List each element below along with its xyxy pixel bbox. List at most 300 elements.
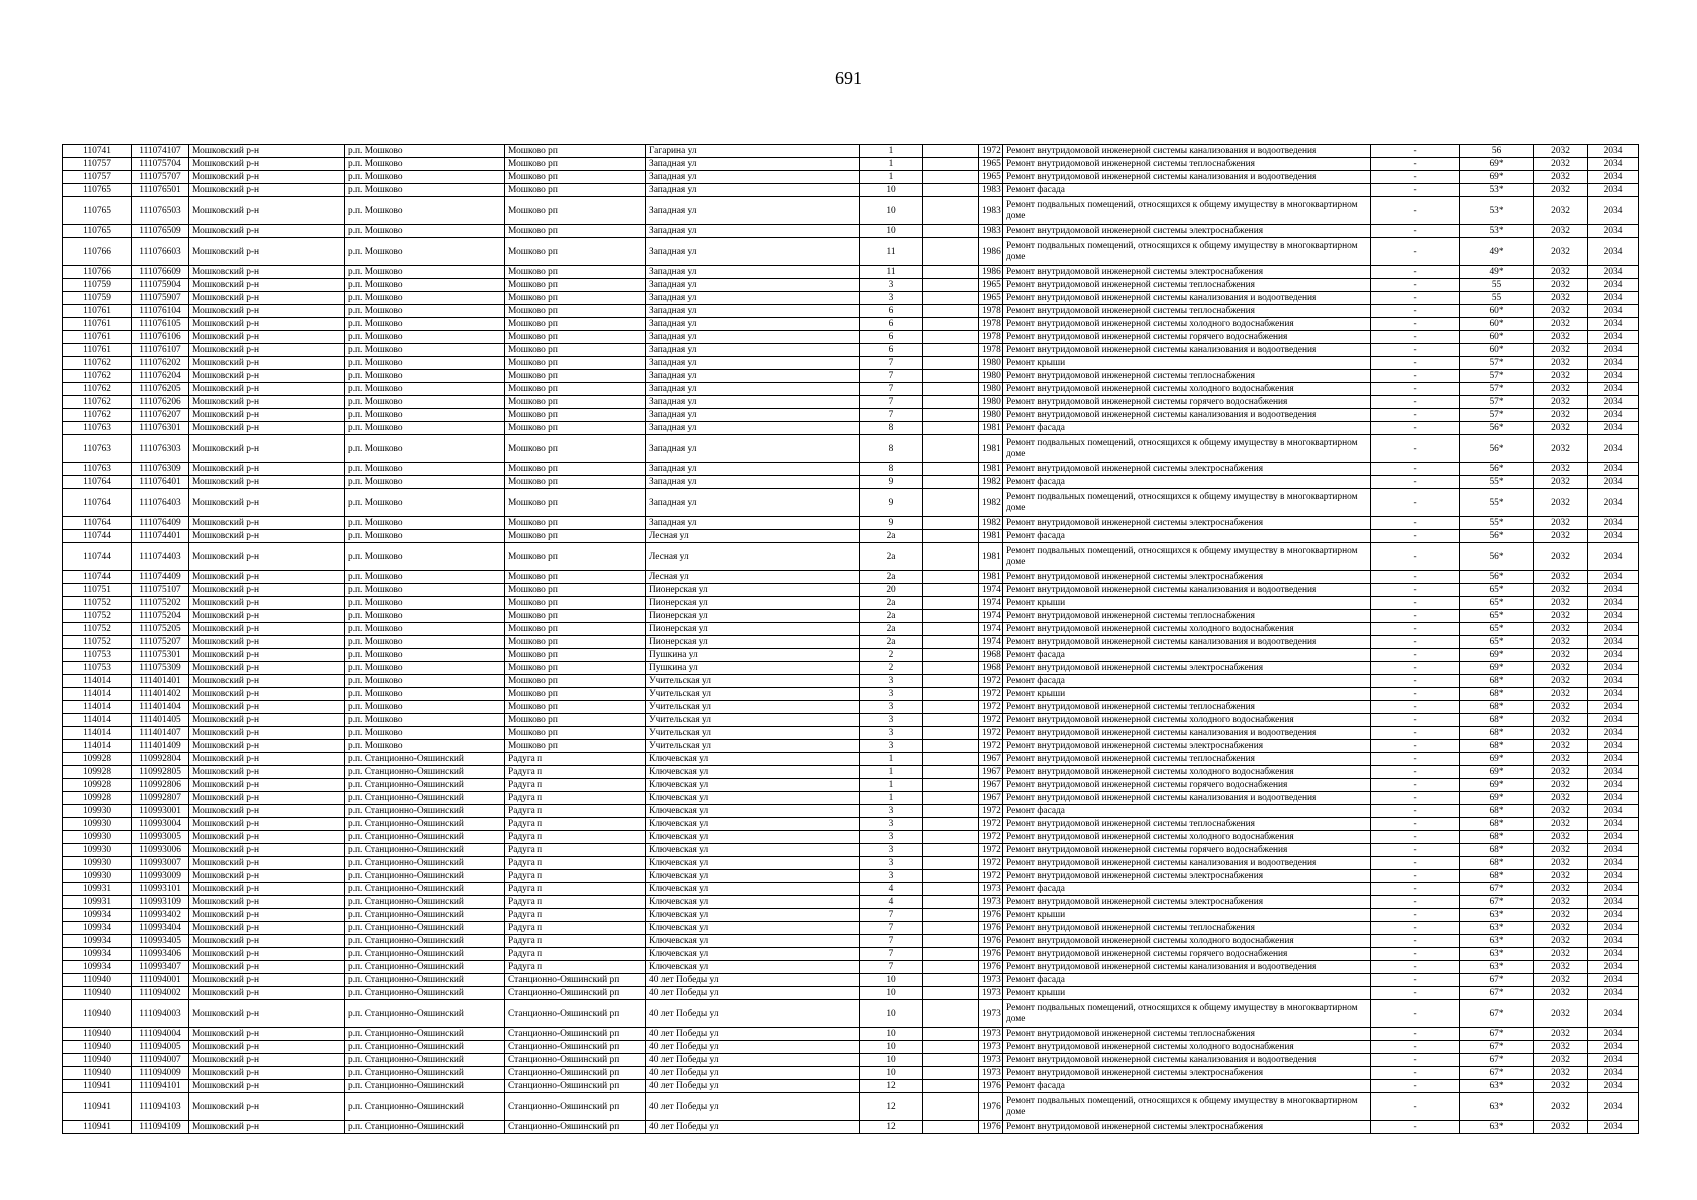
cost-cell: - — [1371, 1093, 1460, 1121]
wear-percent-cell: 67* — [1460, 1041, 1534, 1054]
locality-cell: Мошково рп — [505, 597, 646, 610]
plan-end-cell: 2034 — [1588, 909, 1639, 922]
work-id-cell: 111401402 — [132, 688, 189, 701]
house-id-cell: 110763 — [63, 422, 132, 435]
table-row — [63, 935, 1639, 948]
work-id-cell: 110993109 — [132, 896, 189, 909]
work-id-cell: 111075309 — [132, 662, 189, 675]
building-cell — [923, 857, 979, 870]
building-cell — [923, 987, 979, 1000]
settlement-cell: р.п. Мошково — [345, 305, 505, 318]
street-cell: Западная ул — [646, 383, 860, 396]
house-id-cell: 110940 — [63, 987, 132, 1000]
house-number-cell: 8 — [860, 422, 923, 435]
building-cell — [923, 1054, 979, 1067]
table-row — [63, 305, 1639, 318]
cost-cell: - — [1371, 935, 1460, 948]
settlement-cell: р.п. Мошково — [345, 571, 505, 584]
building-cell — [923, 831, 979, 844]
wear-percent-cell: 69* — [1460, 792, 1534, 805]
plan-start-cell: 2032 — [1534, 292, 1588, 305]
building-cell — [923, 517, 979, 530]
table-row — [63, 623, 1639, 636]
building-cell — [923, 305, 979, 318]
table-row — [63, 1067, 1639, 1080]
district-cell: Мошковский р-н — [189, 896, 345, 909]
wear-percent-cell: 56* — [1460, 435, 1534, 463]
settlement-cell: р.п. Станционно-Ояшинский — [345, 766, 505, 779]
plan-start-cell: 2032 — [1534, 571, 1588, 584]
plan-end-cell: 2034 — [1588, 844, 1639, 857]
repair-schedule-table — [62, 144, 1639, 1134]
house-number-cell: 1 — [860, 792, 923, 805]
work-id-cell: 111075707 — [132, 171, 189, 184]
house-number-cell: 1 — [860, 171, 923, 184]
house-number-cell: 8 — [860, 435, 923, 463]
house-number-cell: 3 — [860, 844, 923, 857]
district-cell: Мошковский р-н — [189, 857, 345, 870]
table-row — [63, 870, 1639, 883]
district-cell: Мошковский р-н — [189, 675, 345, 688]
house-number-cell: 2а — [860, 597, 923, 610]
table-row — [63, 649, 1639, 662]
house-number-cell: 10 — [860, 197, 923, 225]
house-id-cell: 110762 — [63, 409, 132, 422]
wear-percent-cell: 68* — [1460, 688, 1534, 701]
work-type-cell: Ремонт внутридомовой инженерной системы холодного водоснабжения — [1003, 714, 1371, 727]
work-type-cell: Ремонт подвальных помещений, относящихся к общему имуществу в многоквартирном доме — [1003, 543, 1371, 571]
street-cell: Лесная ул — [646, 571, 860, 584]
house-number-cell: 2а — [860, 636, 923, 649]
work-id-cell: 110993001 — [132, 805, 189, 818]
street-cell: Ключевская ул — [646, 779, 860, 792]
cost-cell: - — [1371, 331, 1460, 344]
plan-start-cell: 2032 — [1534, 935, 1588, 948]
work-type-cell: Ремонт внутридомовой инженерной системы холодного водоснабжения — [1003, 766, 1371, 779]
district-cell: Мошковский р-н — [189, 740, 345, 753]
locality-cell: Станционно-Ояшинский рп — [505, 1067, 646, 1080]
district-cell: Мошковский р-н — [189, 649, 345, 662]
wear-percent-cell: 69* — [1460, 766, 1534, 779]
street-cell: Ключевская ул — [646, 909, 860, 922]
locality-cell: Мошково рп — [505, 370, 646, 383]
year-built-cell: 1967 — [979, 779, 1003, 792]
street-cell: 40 лет Победы ул — [646, 1067, 860, 1080]
district-cell: Мошковский р-н — [189, 422, 345, 435]
street-cell: Западная ул — [646, 517, 860, 530]
locality-cell: Мошково рп — [505, 571, 646, 584]
plan-start-cell: 2032 — [1534, 1028, 1588, 1041]
district-cell: Мошковский р-н — [189, 571, 345, 584]
house-id-cell: 110761 — [63, 318, 132, 331]
house-id-cell: 109930 — [63, 805, 132, 818]
year-built-cell: 1978 — [979, 344, 1003, 357]
house-number-cell: 10 — [860, 1054, 923, 1067]
table-row — [63, 896, 1639, 909]
settlement-cell: р.п. Мошково — [345, 197, 505, 225]
work-id-cell: 111075202 — [132, 597, 189, 610]
cost-cell: - — [1371, 818, 1460, 831]
table-row — [63, 145, 1639, 158]
locality-cell: Мошково рп — [505, 530, 646, 543]
year-built-cell: 1978 — [979, 331, 1003, 344]
year-built-cell: 1974 — [979, 597, 1003, 610]
cost-cell: - — [1371, 422, 1460, 435]
locality-cell: Радуга п — [505, 766, 646, 779]
work-id-cell: 111076206 — [132, 396, 189, 409]
work-id-cell: 111076503 — [132, 197, 189, 225]
house-id-cell: 109930 — [63, 818, 132, 831]
cost-cell: - — [1371, 675, 1460, 688]
work-id-cell: 111401407 — [132, 727, 189, 740]
year-built-cell: 1972 — [979, 870, 1003, 883]
street-cell: Пионерская ул — [646, 610, 860, 623]
year-built-cell: 1980 — [979, 383, 1003, 396]
work-type-cell: Ремонт внутридомовой инженерной системы электроснабжения — [1003, 870, 1371, 883]
locality-cell: Мошково рп — [505, 701, 646, 714]
plan-start-cell: 2032 — [1534, 318, 1588, 331]
plan-end-cell: 2034 — [1588, 1041, 1639, 1054]
wear-percent-cell: 56* — [1460, 571, 1534, 584]
plan-start-cell: 2032 — [1534, 831, 1588, 844]
district-cell: Мошковский р-н — [189, 1028, 345, 1041]
settlement-cell: р.п. Мошково — [345, 463, 505, 476]
work-type-cell: Ремонт внутридомовой инженерной системы канализования и водоотведения — [1003, 857, 1371, 870]
district-cell: Мошковский р-н — [189, 158, 345, 171]
district-cell: Мошковский р-н — [189, 961, 345, 974]
building-cell — [923, 292, 979, 305]
street-cell: Гагарина ул — [646, 145, 860, 158]
locality-cell: Мошково рп — [505, 266, 646, 279]
district-cell: Мошковский р-н — [189, 370, 345, 383]
year-built-cell: 1973 — [979, 1054, 1003, 1067]
plan-end-cell: 2034 — [1588, 489, 1639, 517]
work-type-cell: Ремонт внутридомовой инженерной системы канализования и водоотведения — [1003, 727, 1371, 740]
year-built-cell: 1981 — [979, 422, 1003, 435]
year-built-cell: 1981 — [979, 435, 1003, 463]
house-number-cell: 3 — [860, 714, 923, 727]
street-cell: 40 лет Победы ул — [646, 1054, 860, 1067]
work-id-cell: 111074403 — [132, 543, 189, 571]
work-id-cell: 111094005 — [132, 1041, 189, 1054]
plan-start-cell: 2032 — [1534, 517, 1588, 530]
cost-cell: - — [1371, 779, 1460, 792]
cost-cell: - — [1371, 435, 1460, 463]
house-id-cell: 109934 — [63, 961, 132, 974]
plan-start-cell: 2032 — [1534, 805, 1588, 818]
settlement-cell: р.п. Станционно-Ояшинский — [345, 883, 505, 896]
table-row — [63, 435, 1639, 463]
district-cell: Мошковский р-н — [189, 517, 345, 530]
locality-cell: Мошково рп — [505, 225, 646, 238]
work-type-cell: Ремонт внутридомовой инженерной системы горячего водоснабжения — [1003, 396, 1371, 409]
plan-end-cell: 2034 — [1588, 792, 1639, 805]
house-number-cell: 3 — [860, 701, 923, 714]
street-cell: Ключевская ул — [646, 961, 860, 974]
work-type-cell: Ремонт внутридомовой инженерной системы электроснабжения — [1003, 266, 1371, 279]
wear-percent-cell: 67* — [1460, 987, 1534, 1000]
year-built-cell: 1972 — [979, 145, 1003, 158]
district-cell: Мошковский р-н — [189, 225, 345, 238]
house-number-cell: 7 — [860, 935, 923, 948]
street-cell: Западная ул — [646, 184, 860, 197]
year-built-cell: 1973 — [979, 1041, 1003, 1054]
year-built-cell: 1972 — [979, 727, 1003, 740]
work-id-cell: 110992805 — [132, 766, 189, 779]
building-cell — [923, 318, 979, 331]
wear-percent-cell: 63* — [1460, 909, 1534, 922]
settlement-cell: р.п. Мошково — [345, 530, 505, 543]
settlement-cell: р.п. Станционно-Ояшинский — [345, 948, 505, 961]
plan-end-cell: 2034 — [1588, 225, 1639, 238]
plan-start-cell: 2032 — [1534, 435, 1588, 463]
street-cell: Ключевская ул — [646, 857, 860, 870]
work-type-cell: Ремонт крыши — [1003, 688, 1371, 701]
table-row — [63, 1054, 1639, 1067]
building-cell — [923, 896, 979, 909]
plan-end-cell: 2034 — [1588, 922, 1639, 935]
locality-cell: Радуга п — [505, 753, 646, 766]
table-row — [63, 818, 1639, 831]
settlement-cell: р.п. Станционно-Ояшинский — [345, 961, 505, 974]
year-built-cell: 1972 — [979, 714, 1003, 727]
plan-start-cell: 2032 — [1534, 727, 1588, 740]
house-number-cell: 7 — [860, 396, 923, 409]
plan-start-cell: 2032 — [1534, 961, 1588, 974]
plan-start-cell: 2032 — [1534, 818, 1588, 831]
wear-percent-cell: 68* — [1460, 831, 1534, 844]
locality-cell: Станционно-Ояшинский рп — [505, 1093, 646, 1121]
locality-cell: Мошково рп — [505, 636, 646, 649]
house-number-cell: 11 — [860, 266, 923, 279]
district-cell: Мошковский р-н — [189, 1000, 345, 1028]
house-number-cell: 3 — [860, 740, 923, 753]
year-built-cell: 1976 — [979, 909, 1003, 922]
house-id-cell: 110940 — [63, 974, 132, 987]
house-id-cell: 109934 — [63, 922, 132, 935]
table-row — [63, 766, 1639, 779]
building-cell — [923, 489, 979, 517]
plan-start-cell: 2032 — [1534, 857, 1588, 870]
locality-cell: Радуга п — [505, 805, 646, 818]
plan-end-cell: 2034 — [1588, 987, 1639, 1000]
locality-cell: Станционно-Ояшинский рп — [505, 1080, 646, 1093]
district-cell: Мошковский р-н — [189, 463, 345, 476]
district-cell: Мошковский р-н — [189, 145, 345, 158]
plan-start-cell: 2032 — [1534, 331, 1588, 344]
locality-cell: Мошково рп — [505, 610, 646, 623]
building-cell — [923, 279, 979, 292]
street-cell: 40 лет Победы ул — [646, 974, 860, 987]
work-type-cell: Ремонт фасада — [1003, 422, 1371, 435]
district-cell: Мошковский р-н — [189, 727, 345, 740]
work-type-cell: Ремонт внутридомовой инженерной системы электроснабжения — [1003, 571, 1371, 584]
table-row — [63, 476, 1639, 489]
house-id-cell: 110762 — [63, 370, 132, 383]
building-cell — [923, 543, 979, 571]
work-id-cell: 110993005 — [132, 831, 189, 844]
district-cell: Мошковский р-н — [189, 1041, 345, 1054]
work-type-cell: Ремонт внутридомовой инженерной системы канализования и водоотведения — [1003, 584, 1371, 597]
house-id-cell: 110744 — [63, 571, 132, 584]
house-id-cell: 110761 — [63, 331, 132, 344]
wear-percent-cell: 67* — [1460, 1000, 1534, 1028]
work-id-cell: 110993405 — [132, 935, 189, 948]
settlement-cell: р.п. Станционно-Ояшинский — [345, 805, 505, 818]
wear-percent-cell: 69* — [1460, 779, 1534, 792]
settlement-cell: р.п. Мошково — [345, 662, 505, 675]
locality-cell: Мошково рп — [505, 344, 646, 357]
settlement-cell: р.п. Мошково — [345, 225, 505, 238]
locality-cell: Мошково рп — [505, 238, 646, 266]
locality-cell: Радуга п — [505, 922, 646, 935]
house-id-cell: 110765 — [63, 225, 132, 238]
work-id-cell: 110992804 — [132, 753, 189, 766]
house-number-cell: 3 — [860, 805, 923, 818]
locality-cell: Станционно-Ояшинский рп — [505, 1000, 646, 1028]
locality-cell: Радуга п — [505, 779, 646, 792]
work-type-cell: Ремонт крыши — [1003, 357, 1371, 370]
plan-end-cell: 2034 — [1588, 805, 1639, 818]
house-number-cell: 10 — [860, 1041, 923, 1054]
year-built-cell: 1967 — [979, 792, 1003, 805]
house-number-cell: 4 — [860, 883, 923, 896]
house-number-cell: 2а — [860, 530, 923, 543]
house-id-cell: 110759 — [63, 279, 132, 292]
cost-cell: - — [1371, 225, 1460, 238]
table-row — [63, 225, 1639, 238]
street-cell: Пионерская ул — [646, 597, 860, 610]
work-id-cell: 111076104 — [132, 305, 189, 318]
house-id-cell: 110766 — [63, 238, 132, 266]
plan-end-cell: 2034 — [1588, 857, 1639, 870]
cost-cell: - — [1371, 701, 1460, 714]
district-cell: Мошковский р-н — [189, 344, 345, 357]
plan-end-cell: 2034 — [1588, 158, 1639, 171]
district-cell: Мошковский р-н — [189, 662, 345, 675]
work-id-cell: 111076509 — [132, 225, 189, 238]
street-cell: Пионерская ул — [646, 623, 860, 636]
wear-percent-cell: 68* — [1460, 844, 1534, 857]
locality-cell: Мошково рп — [505, 662, 646, 675]
plan-start-cell: 2032 — [1534, 279, 1588, 292]
work-id-cell: 110992806 — [132, 779, 189, 792]
locality-cell: Мошково рп — [505, 740, 646, 753]
plan-end-cell: 2034 — [1588, 935, 1639, 948]
work-type-cell: Ремонт внутридомовой инженерной системы канализования и водоотведения — [1003, 292, 1371, 305]
table-row — [63, 266, 1639, 279]
house-id-cell: 110764 — [63, 489, 132, 517]
plan-start-cell: 2032 — [1534, 1054, 1588, 1067]
plan-start-cell: 2032 — [1534, 753, 1588, 766]
plan-end-cell: 2034 — [1588, 1028, 1639, 1041]
settlement-cell: р.п. Мошково — [345, 279, 505, 292]
plan-start-cell: 2032 — [1534, 688, 1588, 701]
wear-percent-cell: 68* — [1460, 701, 1534, 714]
street-cell: Пионерская ул — [646, 584, 860, 597]
wear-percent-cell: 56* — [1460, 543, 1534, 571]
settlement-cell: р.п. Станционно-Ояшинский — [345, 831, 505, 844]
house-number-cell: 11 — [860, 238, 923, 266]
locality-cell: Мошково рп — [505, 714, 646, 727]
work-type-cell: Ремонт подвальных помещений, относящихся к общему имуществу в многоквартирном доме — [1003, 435, 1371, 463]
street-cell: Учительская ул — [646, 727, 860, 740]
settlement-cell: р.п. Мошково — [345, 171, 505, 184]
table-row — [63, 1041, 1639, 1054]
house-number-cell: 3 — [860, 292, 923, 305]
settlement-cell: р.п. Мошково — [345, 331, 505, 344]
work-id-cell: 111094007 — [132, 1054, 189, 1067]
cost-cell: - — [1371, 1054, 1460, 1067]
wear-percent-cell: 69* — [1460, 753, 1534, 766]
cost-cell: - — [1371, 844, 1460, 857]
wear-percent-cell: 55 — [1460, 279, 1534, 292]
building-cell — [923, 701, 979, 714]
house-id-cell: 110763 — [63, 463, 132, 476]
wear-percent-cell: 65* — [1460, 584, 1534, 597]
work-type-cell: Ремонт внутридомовой инженерной системы электроснабжения — [1003, 463, 1371, 476]
locality-cell: Мошково рп — [505, 517, 646, 530]
settlement-cell: р.п. Станционно-Ояшинский — [345, 1121, 505, 1134]
district-cell: Мошковский р-н — [189, 948, 345, 961]
settlement-cell: р.п. Станционно-Ояшинский — [345, 1080, 505, 1093]
year-built-cell: 1980 — [979, 357, 1003, 370]
year-built-cell: 1980 — [979, 396, 1003, 409]
street-cell: Ключевская ул — [646, 883, 860, 896]
plan-end-cell: 2034 — [1588, 1054, 1639, 1067]
wear-percent-cell: 57* — [1460, 396, 1534, 409]
house-number-cell: 6 — [860, 305, 923, 318]
house-number-cell: 3 — [860, 727, 923, 740]
district-cell: Мошковский р-н — [189, 476, 345, 489]
district-cell: Мошковский р-н — [189, 318, 345, 331]
cost-cell: - — [1371, 584, 1460, 597]
wear-percent-cell: 69* — [1460, 649, 1534, 662]
cost-cell: - — [1371, 370, 1460, 383]
table-row — [63, 714, 1639, 727]
plan-end-cell: 2034 — [1588, 636, 1639, 649]
year-built-cell: 1981 — [979, 463, 1003, 476]
plan-start-cell: 2032 — [1534, 158, 1588, 171]
wear-percent-cell: 69* — [1460, 662, 1534, 675]
plan-end-cell: 2034 — [1588, 649, 1639, 662]
work-type-cell: Ремонт внутридомовой инженерной системы горячего водоснабжения — [1003, 844, 1371, 857]
wear-percent-cell: 68* — [1460, 727, 1534, 740]
street-cell: Ключевская ул — [646, 844, 860, 857]
year-built-cell: 1973 — [979, 1000, 1003, 1028]
district-cell: Мошковский р-н — [189, 779, 345, 792]
house-id-cell: 110761 — [63, 344, 132, 357]
building-cell — [923, 158, 979, 171]
locality-cell: Мошково рп — [505, 158, 646, 171]
locality-cell: Радуга п — [505, 818, 646, 831]
plan-end-cell: 2034 — [1588, 662, 1639, 675]
house-id-cell: 110940 — [63, 1041, 132, 1054]
plan-end-cell: 2034 — [1588, 145, 1639, 158]
year-built-cell: 1974 — [979, 610, 1003, 623]
plan-start-cell: 2032 — [1534, 344, 1588, 357]
table-row — [63, 675, 1639, 688]
plan-start-cell: 2032 — [1534, 1080, 1588, 1093]
house-number-cell: 10 — [860, 225, 923, 238]
table-row — [63, 463, 1639, 476]
work-type-cell: Ремонт внутридомовой инженерной системы холодного водоснабжения — [1003, 1041, 1371, 1054]
building-cell — [923, 571, 979, 584]
street-cell: Ключевская ул — [646, 753, 860, 766]
work-id-cell: 111094003 — [132, 1000, 189, 1028]
street-cell: Западная ул — [646, 171, 860, 184]
house-id-cell: 110941 — [63, 1121, 132, 1134]
